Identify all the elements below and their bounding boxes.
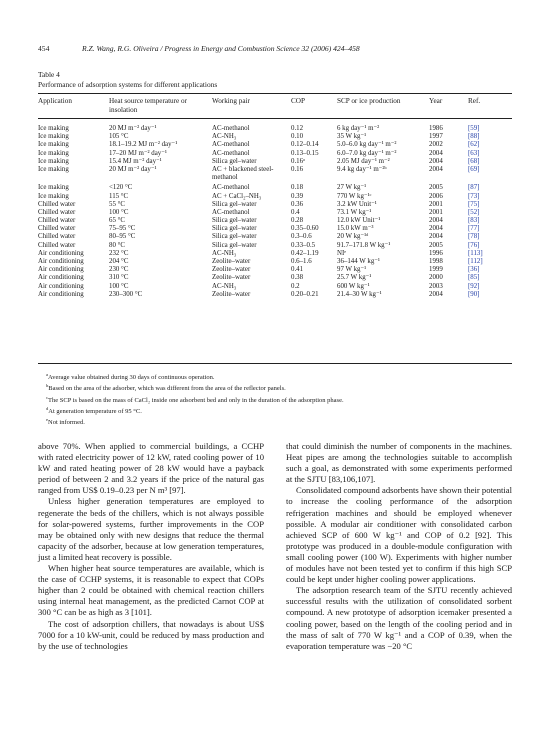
page-number: 454	[38, 44, 50, 53]
footnote-mark: e	[46, 417, 49, 423]
cell-ref[interactable]: [78]	[468, 233, 480, 241]
table-bottom-rule	[38, 363, 512, 364]
column-header-application: Application	[38, 97, 72, 105]
cell-heat-source: 105 °C	[109, 133, 129, 141]
footnote-text: Average value obtained during 30 days of continuous operation.	[48, 374, 215, 382]
table-row	[38, 225, 512, 233]
paragraph: Unless higher generation temperatures are employed to regenerate the beds of the chillers, which is not always possible for solar-powered systems, further improvements in the COP may be obtained only with new designs that reduce the thermal capacity of the adsorber, because at low generation temperatures, just a limited heat recovery is possible.	[38, 496, 264, 562]
table-row	[38, 250, 512, 258]
cell-ref[interactable]: [113]	[468, 249, 483, 257]
cell-scp: 3.2 kW Unit⁻¹	[337, 200, 377, 208]
cell-working-pair: Silica gel–water	[212, 241, 257, 249]
cell-year: 2001	[429, 208, 443, 216]
cell-scp: 15.0 kW m⁻³	[337, 225, 374, 233]
cell-cop: 0.12	[291, 125, 304, 132]
cell-heat-source: 20 MJ m⁻² day⁻¹	[109, 125, 157, 132]
footnote-mark: b	[46, 383, 49, 389]
cell-year: 2004	[429, 157, 443, 165]
table-row	[38, 233, 512, 241]
paragraph: Consolidated compound adsorbents have shown their potential to increase the cooling performance of the adsorption refrigeration machines and should be employed whenever possible. A modular air conditioner with consolidated carbon achieved SCP of 600 W kg⁻¹ and COP of 0.2 [92]. This prototype was produced in a double-module configuration with small cooling power (100 W). Experiments with higher number of modules have not been tested yet to confirm if this high SCP could be kept under higher cooling power applications.	[286, 485, 512, 585]
table-row	[38, 193, 512, 201]
cell-scp: 600 W kg⁻¹	[337, 282, 370, 290]
footnote	[46, 371, 506, 382]
cell-heat-source: <120 °C	[109, 184, 133, 192]
cell-cop: 0.20–0.21	[291, 290, 319, 298]
cell-working-pair: Zeolite–water	[212, 274, 251, 282]
cell-application: Air conditioning	[38, 282, 84, 290]
cell-scp: 73.1 W kg⁻¹	[337, 208, 372, 216]
cell-heat-source: 80–95 °C	[109, 233, 136, 241]
cell-working-pair: Zeolite–water	[212, 258, 251, 266]
column-header-year: Year	[429, 97, 443, 105]
footnote-mark: c	[46, 394, 49, 400]
cell-heat-source: 230–300 °C	[109, 290, 143, 298]
cell-ref[interactable]: [112]	[468, 258, 483, 266]
cell-ref[interactable]: [90]	[468, 290, 480, 298]
footnote	[46, 416, 506, 427]
cell-year: 2004	[429, 165, 443, 173]
cell-heat-source: 100 °C	[109, 282, 129, 290]
cell-ref[interactable]: [77]	[468, 225, 480, 233]
table-label: Table 4	[38, 70, 60, 79]
cell-application: Ice making	[38, 157, 69, 165]
table-row	[38, 209, 512, 217]
footnote-text: The SCP is based on the mass of CaCl₂ inside one adsorbent bed and only in the duration of the adsorption phase.	[48, 396, 344, 404]
cell-working-pair: AC-methanol	[212, 141, 250, 149]
cell-application: Air conditioning	[38, 290, 84, 298]
cell-ref[interactable]: [68]	[468, 157, 480, 165]
cell-scp: 2.05 MJ day⁻¹ m⁻²	[337, 157, 390, 165]
cell-scp: 27 W kg⁻¹	[337, 184, 367, 192]
cell-working-pair: Silica gel–water	[212, 217, 257, 225]
column-header-cop: COP	[291, 97, 305, 105]
paragraph: The cost of adsorption chillers, that nowadays is about US$ 7000 for a 10 kW-unit, could be reduced by mass production and by the use of technologies	[38, 618, 264, 651]
cell-working-pair: AC + blackened steel-methanol	[212, 165, 274, 182]
body-column-right	[286, 441, 512, 652]
table-row	[38, 150, 512, 158]
cell-ref[interactable]: [52]	[468, 208, 480, 216]
table-row	[38, 158, 512, 166]
cell-application: Chilled water	[38, 241, 76, 249]
cell-scp: 35 W kg⁻¹	[337, 133, 367, 141]
paragraph: When higher heat source temperatures are available, which is the case of CCHP systems, it is reasonable to expect that COPs higher than 2 could be obtained with chemical reaction chillers using internal heat management, as the predicted Carnot COP at 300 °C can be as high as 3 [101].	[38, 563, 264, 618]
cell-year: 1998	[429, 258, 443, 266]
cell-working-pair: AC-NH₃	[212, 249, 237, 257]
cell-heat-source: 15.4 MJ m⁻² day⁻¹	[109, 157, 162, 165]
cell-ref[interactable]: [85]	[468, 274, 480, 282]
cell-year: 2000	[429, 274, 443, 282]
table-row	[38, 266, 512, 274]
cell-cop: 0.33–0.5	[291, 241, 316, 249]
cell-working-pair: AC-methanol	[212, 208, 250, 216]
table-body	[38, 125, 512, 299]
cell-year: 2003	[429, 282, 443, 290]
cell-application: Chilled water	[38, 225, 76, 233]
cell-cop: 0.16ᵃ	[291, 157, 305, 165]
cell-heat-source: 232 °C	[109, 249, 129, 257]
footnote-text: At generation temperature of 95 °C.	[48, 408, 142, 416]
cell-year: 2004	[429, 217, 443, 225]
table-row	[38, 258, 512, 266]
cell-cop: 0.13–0.15	[291, 149, 319, 157]
cell-ref[interactable]: [83]	[468, 217, 480, 225]
cell-cop: 0.3–0.6	[291, 233, 312, 241]
table-footnotes	[46, 371, 506, 428]
cell-scp: 97 W kg⁻¹	[337, 266, 367, 274]
table-row	[38, 125, 512, 133]
cell-cop: 0.16	[291, 165, 304, 173]
cell-working-pair: Silica gel–water	[212, 233, 257, 241]
cell-heat-source: 55 °C	[109, 200, 125, 208]
cell-cop: 0.4	[291, 208, 300, 216]
table-row	[38, 166, 512, 182]
cell-cop: 0.39	[291, 192, 304, 200]
running-title: R.Z. Wang, R.G. Oliveira / Progress in Energy and Combustion Science 32 (2006) 424–458	[82, 44, 360, 53]
cell-year: 2001	[429, 200, 443, 208]
cell-scp: 12.0 kW Unit⁻¹	[337, 217, 381, 225]
cell-heat-source: 204 °C	[109, 258, 129, 266]
cell-heat-source: 230 °C	[109, 266, 129, 274]
cell-ref[interactable]: [76]	[468, 241, 480, 249]
table-caption	[38, 70, 512, 89]
column-header-ref: Ref.	[468, 97, 481, 105]
cell-application: Chilled water	[38, 208, 76, 216]
cell-scp: 6.0–7.0 kg day⁻¹ m⁻²	[337, 149, 397, 157]
table-row	[38, 274, 512, 282]
cell-working-pair: AC-NH₃	[212, 282, 237, 290]
column-header-working-pair: Working pair	[212, 97, 250, 105]
cell-year: 2004	[429, 290, 443, 298]
cell-working-pair: Silica gel–water	[212, 157, 257, 165]
cell-year: 1996	[429, 249, 443, 257]
cell-scp: 20 W kg⁻¹ᵈ	[337, 233, 369, 241]
table-row	[38, 242, 512, 250]
cell-year: 2006	[429, 192, 443, 200]
cell-scp: 770 W kg⁻¹ᶜ	[337, 192, 372, 200]
cell-heat-source: 65 °C	[109, 217, 125, 225]
footnote-text: Not informed.	[48, 419, 85, 427]
table-row	[38, 283, 512, 291]
cell-scp: 6 kg day⁻¹ m⁻²	[337, 125, 380, 132]
cell-cop: 0.2	[291, 282, 300, 290]
cell-application: Ice making	[38, 133, 69, 141]
cell-application: Ice making	[38, 125, 69, 132]
cell-application: Air conditioning	[38, 249, 84, 257]
footnote-mark: a	[46, 372, 49, 377]
footnote	[46, 394, 506, 405]
table-top-rule	[38, 93, 512, 94]
cell-application: Air conditioning	[38, 266, 84, 274]
cell-working-pair: Zeolite–water	[212, 266, 251, 274]
cell-heat-source: 75–95 °C	[109, 225, 136, 233]
body-column-left	[38, 441, 264, 652]
cell-ref[interactable]: [59]	[468, 125, 480, 132]
cell-cop: 0.6–1.6	[291, 258, 312, 266]
cell-year: 2004	[429, 225, 443, 233]
cell-heat-source: 100 °C	[109, 208, 129, 216]
cell-year: 1997	[429, 133, 443, 141]
paragraph: above 70%. When applied to commercial buildings, a CCHP with rated electricity power of 12 kW, rated cooling power of 10 kW and rated heating power of 28 kW would have a payback period of between 2 and 3.2 years if the price of the natural gas ranged from US$ 0.19–0.23 per N m³ [97].	[38, 441, 264, 496]
cell-scp: NIᵉ	[337, 249, 347, 257]
cell-scp: 5.0–6.0 kg day⁻¹ m⁻²	[337, 141, 397, 149]
cell-application: Ice making	[38, 149, 69, 157]
cell-cop: 0.18	[291, 184, 304, 192]
cell-application: Air conditioning	[38, 274, 84, 282]
cell-ref[interactable]: [62]	[468, 141, 480, 149]
cell-application: Chilled water	[38, 217, 76, 225]
cell-application: Chilled water	[38, 233, 76, 241]
cell-application: Ice making	[38, 192, 69, 200]
cell-year: 2005	[429, 184, 443, 192]
cell-scp: 25.7 W kg⁻¹	[337, 274, 372, 282]
cell-working-pair: Zeolite–water	[212, 290, 251, 298]
table-row	[38, 133, 512, 141]
table-row	[38, 217, 512, 225]
cell-year: 2002	[429, 141, 443, 149]
cell-scp: 36–144 W kg⁻¹	[337, 258, 380, 266]
cell-cop: 0.42–1.19	[291, 249, 319, 257]
running-header	[38, 44, 512, 53]
cell-scp: 91.7–171.8 W kg⁻¹	[337, 241, 391, 249]
footnote-text: Based on the area of the adsorber, which was different from the area of the reflector panels.	[48, 385, 286, 393]
cell-heat-source: 115 °C	[109, 192, 129, 200]
cell-heat-source: 80 °C	[109, 241, 125, 249]
cell-cop: 0.28	[291, 217, 304, 225]
cell-heat-source: 310 °C	[109, 274, 129, 282]
cell-application: Air conditioning	[38, 258, 84, 266]
cell-scp: 21.4–30 W kg⁻¹	[337, 290, 382, 298]
column-header-scp: SCP or ice production	[337, 97, 401, 105]
cell-heat-source: 20 MJ m⁻² day⁻¹	[109, 165, 157, 173]
table-row	[38, 184, 512, 192]
cell-working-pair: Silica gel–water	[212, 200, 257, 208]
cell-ref[interactable]: [88]	[468, 133, 480, 141]
footnote	[46, 405, 506, 416]
paragraph: The adsorption research team of the SJTU recently achieved successful results with the utilization of consolidated sorbent compound. A new prototype of adsorption icemaker presented a cooling power, based on the length of the cooling period and in the mass of salt of 770 W kg⁻¹ and a COP of 0.39, when the evaporation temperature was −20 °C	[286, 585, 512, 651]
column-header-heat-source: Heat source temperature or insolation	[109, 97, 188, 114]
cell-ref[interactable]: [73]	[468, 192, 480, 200]
footnote	[46, 382, 506, 393]
cell-cop: 0.10	[291, 133, 304, 141]
cell-year: 2004	[429, 233, 443, 241]
cell-year: 1999	[429, 266, 443, 274]
cell-cop: 0.36	[291, 200, 304, 208]
cell-working-pair: AC-methanol	[212, 125, 250, 132]
cell-ref[interactable]: [92]	[468, 282, 480, 290]
footnote-mark: d	[46, 406, 49, 412]
cell-working-pair: AC + CaCl₂–NH₃	[212, 192, 262, 200]
paragraph: that could diminish the number of components in the machines. Heat pipes are among the technologies suitable to accomplish such a goal, as demonstrated with some experiments performed at the SJTU [83,106,107].	[286, 441, 512, 485]
cell-cop: 0.38	[291, 274, 304, 282]
cell-application: Chilled water	[38, 200, 76, 208]
table-header-rule	[38, 118, 512, 119]
table-row	[38, 141, 512, 149]
cell-heat-source: 17–20 MJ m⁻² day⁻¹	[109, 149, 167, 157]
cell-application: Ice making	[38, 141, 69, 149]
cell-cop: 0.41	[291, 266, 304, 274]
cell-ref[interactable]: [69]	[468, 165, 480, 173]
table-title: Performance of adsorption systems for different applications	[38, 79, 218, 89]
cell-ref[interactable]: [36]	[468, 266, 480, 274]
cell-cop: 0.35–0.60	[291, 225, 319, 233]
cell-ref[interactable]: [87]	[468, 184, 480, 192]
cell-heat-source: 18.1–19.2 MJ m⁻² day⁻¹	[109, 141, 178, 149]
cell-year: 1986	[429, 125, 443, 132]
cell-application: Ice making	[38, 165, 69, 173]
cell-working-pair: Silica gel–water	[212, 225, 257, 233]
table-row	[38, 201, 512, 209]
cell-ref[interactable]: [75]	[468, 200, 480, 208]
cell-working-pair: AC-NH₃	[212, 133, 237, 141]
cell-application: Ice making	[38, 184, 69, 192]
cell-scp: 9.4 kg day⁻¹ m⁻²ᵇ	[337, 165, 387, 173]
table-row	[38, 291, 512, 299]
cell-year: 2004	[429, 149, 443, 157]
cell-year: 2005	[429, 241, 443, 249]
cell-cop: 0.12–0.14	[291, 141, 319, 149]
cell-working-pair: AC-methanol	[212, 149, 250, 157]
cell-ref[interactable]: [63]	[468, 149, 480, 157]
cell-working-pair: AC-methanol	[212, 184, 250, 192]
